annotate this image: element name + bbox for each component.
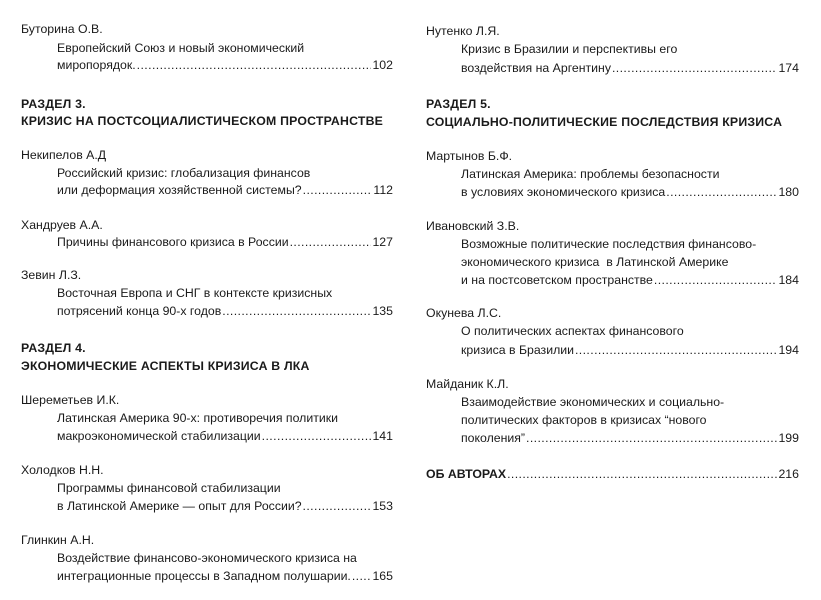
- entry-title-line: Восточная Европа и СНГ в контексте кризисных: [57, 286, 333, 300]
- section-title: ЭКОНОМИЧЕСКИЕ АСПЕКТЫ КРИЗИСА В ЛКА: [21, 359, 310, 373]
- dot-leader: [222, 304, 371, 319]
- author-name: Зевин Л.З.: [21, 268, 82, 282]
- dot-leader: [526, 431, 777, 446]
- page-number: 141: [372, 429, 393, 443]
- author-name: Холодков Н.Н.: [21, 463, 104, 477]
- entry-title-last-line: в условиях экономического кризиса: [461, 185, 666, 199]
- author-name: Ивановский З.В.: [426, 219, 520, 233]
- dot-leader: [612, 61, 777, 76]
- author-name: Шереметьев И.К.: [21, 393, 120, 407]
- author-name: Некипелов А.Д: [21, 148, 107, 162]
- dot-leader: [262, 429, 372, 444]
- author-name: Нутенко Л.Я.: [426, 24, 500, 38]
- toc-entry[interactable]: [461, 61, 799, 76]
- dot-leader: [654, 273, 778, 288]
- author-name: Буторина О.В.: [21, 22, 103, 36]
- page-number: 135: [372, 304, 393, 318]
- page-number: 112: [373, 183, 393, 197]
- toc-entry[interactable]: [57, 235, 393, 250]
- entry-title-line: Латинская Америка 90-х: противоречия политики: [57, 411, 338, 425]
- entry-title-last-line: макроэкономической стабилизации: [57, 429, 261, 443]
- toc-entry[interactable]: [461, 431, 799, 446]
- entry-title-last-line: и на постсоветском пространстве: [461, 273, 653, 287]
- dot-leader: [137, 58, 372, 73]
- entry-title-last-line: потрясений конца 90-х годов: [57, 304, 222, 318]
- entry-title-line: Программы финансовой стабилизации: [57, 481, 281, 495]
- about-authors-label: ОБ АВТОРАХ: [426, 467, 507, 481]
- page-number: 165: [372, 569, 393, 583]
- page-number: 174: [778, 61, 799, 75]
- page-number: 102: [372, 58, 393, 72]
- dot-leader: [507, 467, 777, 482]
- entry-title-line: Возможные политические последствия финансово-: [461, 237, 757, 251]
- page-number: 184: [778, 273, 799, 287]
- page-number: 180: [778, 185, 799, 199]
- entry-title-last-line: интеграционные процессы в Западном полушарии.: [57, 569, 351, 583]
- author-name: Мартынов Б.Ф.: [426, 149, 513, 163]
- author-name: Окунева Л.С.: [426, 306, 502, 320]
- entry-title-last-line: поколения”: [461, 431, 526, 445]
- page-number: 194: [778, 343, 799, 357]
- entry-title-line: Латинская Америка: проблемы безопасности: [461, 167, 720, 181]
- entry-title-line: Российский кризис: глобализация финансов: [57, 166, 311, 180]
- entry-title-last-line: в Латинской Америке — опыт для России?: [57, 499, 302, 513]
- entry-title-line: Воздействие финансово-экономического кризиса на: [57, 551, 357, 565]
- entry-title-line: экономического кризиса в Латинской Америке: [461, 255, 729, 269]
- entry-title-last-line: или деформация хозяйственной системы?: [57, 183, 302, 197]
- toc-entry[interactable]: [461, 273, 799, 288]
- entry-title-line: О политических аспектах финансового: [461, 324, 684, 338]
- author-name: Хандруев А.А.: [21, 218, 103, 232]
- dot-leader: [666, 185, 777, 200]
- toc-entry[interactable]: [57, 569, 393, 584]
- section-heading: РАЗДЕЛ 5.: [426, 97, 491, 111]
- toc-entry[interactable]: [57, 183, 393, 198]
- entry-title-last-line: миропорядок.: [57, 58, 136, 72]
- entry-title-last-line: Причины финансового кризиса в России: [57, 235, 289, 249]
- toc-entry[interactable]: [57, 499, 393, 514]
- author-name: Глинкин А.Н.: [21, 533, 95, 547]
- section-heading: РАЗДЕЛ 4.: [21, 341, 86, 355]
- entry-title-line: политических факторов в кризисах “нового: [461, 413, 707, 427]
- dot-leader: [352, 569, 372, 584]
- toc-entry[interactable]: [461, 343, 799, 358]
- author-name: Майданик К.Л.: [426, 377, 509, 391]
- dot-leader: [303, 183, 373, 198]
- toc-entry[interactable]: [57, 304, 393, 319]
- page-number: 153: [372, 499, 393, 513]
- section-title: СОЦИАЛЬНО-ПОЛИТИЧЕСКИЕ ПОСЛЕДСТВИЯ КРИЗИСА: [426, 115, 783, 129]
- dot-leader: [575, 343, 777, 358]
- toc-entry-about-authors[interactable]: [426, 467, 799, 482]
- dot-leader: [303, 499, 372, 514]
- toc-entry[interactable]: [57, 58, 393, 73]
- entry-title-last-line: воздействия на Аргентину: [461, 61, 611, 75]
- section-title: КРИЗИС НА ПОСТСОЦИАЛИСТИЧЕСКОМ ПРОСТРАНСТВЕ: [21, 114, 384, 128]
- entry-title-last-line: кризиса в Бразилии: [461, 343, 574, 357]
- entry-title-line: Взаимодействие экономических и социально-: [461, 395, 725, 409]
- entry-title-line: Кризис в Бразилии и перспективы его: [461, 42, 678, 56]
- toc-entry[interactable]: [461, 185, 799, 200]
- toc-entry[interactable]: [57, 429, 393, 444]
- page-number: 199: [778, 431, 799, 445]
- section-heading: РАЗДЕЛ 3.: [21, 97, 86, 111]
- dot-leader: [290, 235, 372, 250]
- entry-title-line: Европейский Союз и новый экономический: [57, 41, 305, 55]
- page-number: 127: [372, 235, 393, 249]
- page-number: 216: [778, 467, 799, 481]
